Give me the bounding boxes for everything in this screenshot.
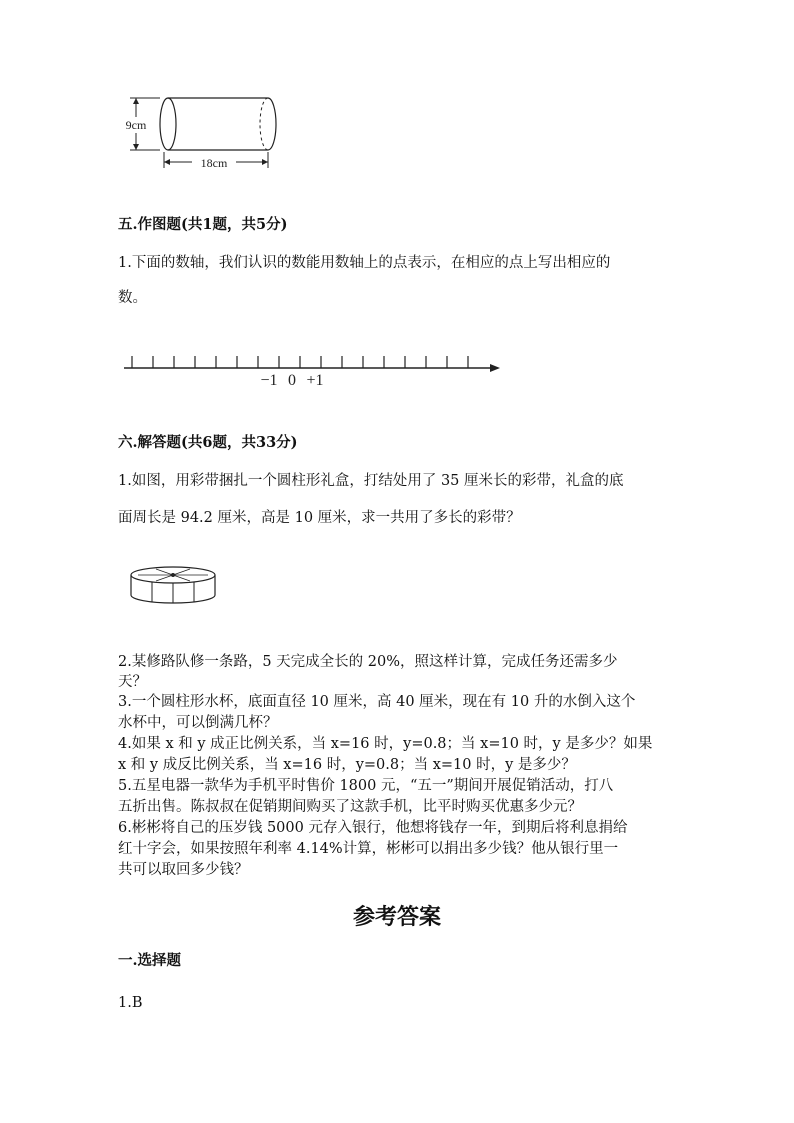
section6-q6-line3: 共可以取回多少钱？ xyxy=(118,862,249,878)
section6-q2-line1: 2.某修路队修一条路，5 天完成全长的 20%，照这样计算，完成任务还需多少 xyxy=(118,654,618,670)
number-line xyxy=(118,348,508,390)
section6-q6-line2: 红十字会，如果按照年利率 4.14%计算，彬彬可以捐出多少钱？他从银行里一 xyxy=(118,841,619,857)
section6-q4-line1: 4.如果 x 和 y 成正比例关系，当 x=16 时，y=0.8；当 x=10 时，y 是多少？如果 xyxy=(118,736,653,752)
section6-q1-line1: 1.如图，用彩带捆扎一个圆柱形礼盒，打结处用了 35 厘米长的彩带，礼盒的底 xyxy=(118,473,624,489)
section6-q6-line1: 6.彬彬将自己的压岁钱 5000 元存入银行，他想将钱存一年，到期后将利息捐给 xyxy=(118,820,628,836)
arrow-right-icon xyxy=(490,364,500,372)
tick-label-plus-one: +1 xyxy=(306,372,324,389)
section5-q1-line2: 数。 xyxy=(118,290,147,306)
section6-heading: 六.解答题(共6题，共33分) xyxy=(118,434,298,451)
section5-heading: 五.作图题(共1题，共5分) xyxy=(118,216,288,233)
tick-label-minus-one: −1 xyxy=(260,372,278,389)
tick-label-zero: 0 xyxy=(288,372,296,389)
answers-section1-heading: 一.选择题 xyxy=(118,952,182,969)
section6-q3-line1: 3.一个圆柱形水杯，底面直径 10 厘米，高 40 厘米，现在有 10 升的水倒入这个 xyxy=(118,694,636,710)
section6-q1-line2: 面周长是 94.2 厘米，高是 10 厘米，求一共用了多长的彩带？ xyxy=(118,510,521,526)
number-line-ticks xyxy=(132,356,468,368)
section5-q1-line1: 1.下面的数轴，我们认识的数能用数轴上的点表示，在相应的点上写出相应的 xyxy=(118,255,611,271)
section6-q4-line2: x 和 y 成反比例关系，当 x=16 时，y=0.8；当 x=10 时，y 是多少？ xyxy=(118,757,576,773)
section6-q2-line2: 天？ xyxy=(118,674,147,690)
section6-q5-line1: 5.五星电器一款华为手机平时售价 1800 元，“五一”期间开展促销活动，打八 xyxy=(118,778,614,794)
cylinder-figure xyxy=(116,92,286,172)
height-label: 9cm xyxy=(125,118,147,132)
section6-q5-line2: 五折出售。陈叔叔在促销期间购买了这款手机，比平时购买优惠多少元？ xyxy=(118,799,582,815)
section6-q3-line2: 水杯中，可以倒满几杯？ xyxy=(118,715,278,731)
length-label: 18cm xyxy=(200,156,228,170)
answers-title: 参考答案 xyxy=(352,904,441,930)
gift-box-figure xyxy=(126,562,221,608)
answer-1: 1.B xyxy=(118,995,143,1011)
